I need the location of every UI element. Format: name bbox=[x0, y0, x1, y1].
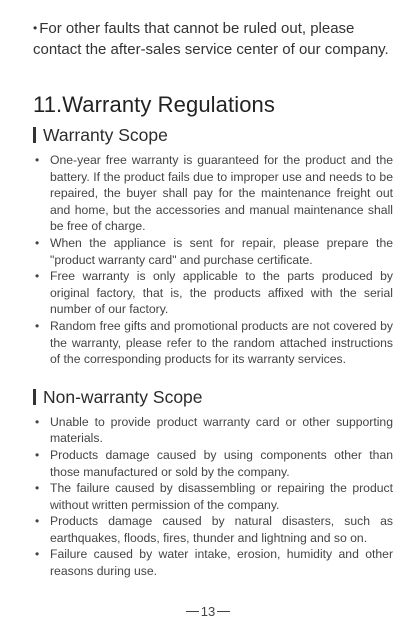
non-warranty-scope-title: Non-warranty Scope bbox=[43, 386, 203, 407]
warranty-scope-heading bbox=[33, 124, 393, 146]
page-number-footer bbox=[0, 604, 416, 619]
bullet-icon: • bbox=[35, 447, 40, 462]
list-item: • Products damage caused by natural disasters, such as earthquakes, floods, fires, thunder and lightning and so on. bbox=[35, 514, 393, 545]
list-item: • One-year free warranty is guaranteed for the product and the battery. If the product fails due to improper use and needs to be repaired, the buyer shall pay for the maintenance freight out and home, but the accessories and manual maintenance shall be free of charge. bbox=[35, 153, 393, 234]
dash-right bbox=[217, 611, 230, 612]
section-marker-bar bbox=[33, 127, 36, 143]
intro-bullet: • bbox=[33, 21, 38, 35]
intro-text: For other faults that cannot be ruled out, please contact the after-sales service center of our company. bbox=[33, 20, 389, 58]
chapter-title: 11.Warranty Regulations bbox=[33, 92, 275, 117]
list-item: • Free warranty is only applicable to the parts produced by original factory, that is, the products affixed with the serial number of our factory. bbox=[35, 269, 393, 317]
section-marker-bar bbox=[33, 389, 36, 405]
manual-page bbox=[33, 18, 393, 580]
bullet-icon: • bbox=[35, 153, 40, 167]
list-item: • Products damage caused by using components other than those manufactured or sold by the company. bbox=[35, 447, 393, 479]
list-item: • Unable to provide product warranty card or other supporting materials. bbox=[35, 414, 393, 446]
bullet-icon: • bbox=[35, 481, 40, 496]
bullet-icon: • bbox=[35, 514, 40, 529]
list-item: • Random free gifts and promotional products are not covered by the warranty, please refer to the random attached instructions of the corresponding products for its warranty services. bbox=[35, 318, 393, 367]
list-item: • The failure caused by disassembling or repairing the product without written permission of the company. bbox=[35, 481, 393, 512]
bullet-icon: • bbox=[35, 235, 40, 250]
bullet-icon: • bbox=[35, 547, 40, 562]
page-number: 13 bbox=[200, 604, 216, 619]
list-item: • When the appliance is sent for repair, please prepare the "product warranty card" and purchase certificate. bbox=[35, 235, 393, 267]
dash-left bbox=[186, 611, 199, 612]
non-warranty-scope-heading bbox=[33, 386, 393, 408]
bullet-icon: • bbox=[35, 269, 40, 284]
warranty-scope-title: Warranty Scope bbox=[43, 125, 168, 145]
non-warranty-scope-list bbox=[33, 414, 393, 580]
warranty-scope-list bbox=[33, 152, 393, 368]
list-item: • Failure caused by water intake, erosion, humidity and other reasons during use. bbox=[35, 547, 393, 579]
bullet-icon: • bbox=[35, 414, 40, 429]
intro-paragraph bbox=[33, 18, 393, 60]
bullet-icon: • bbox=[35, 318, 40, 333]
